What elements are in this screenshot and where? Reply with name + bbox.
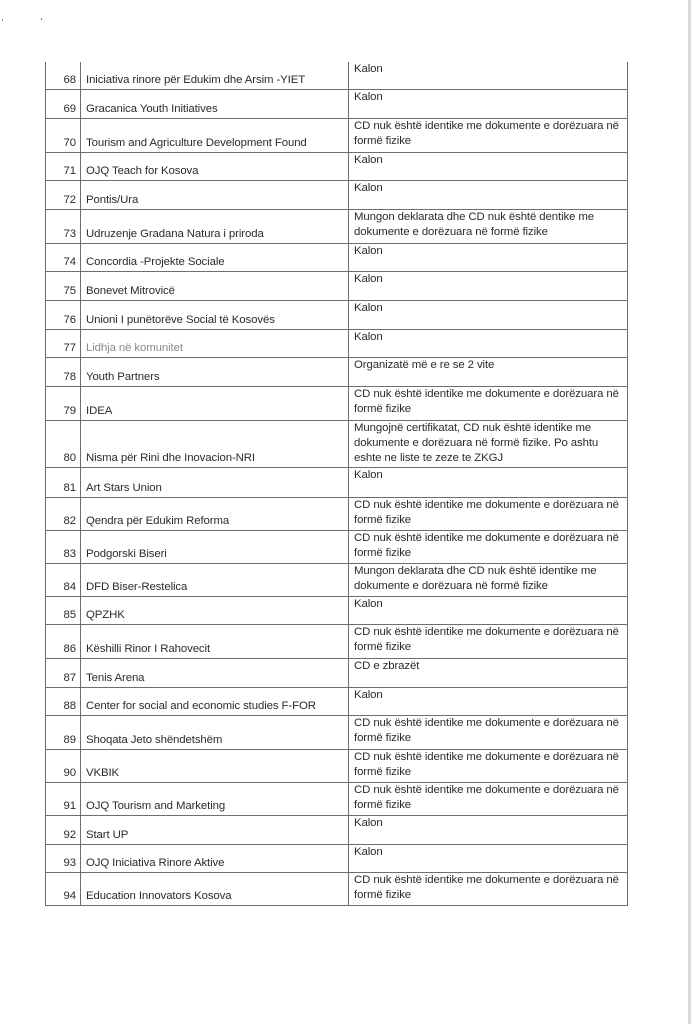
organization-name: Center for social and economic studies F-FOR [81, 687, 349, 715]
evaluation-status: Organizatë më e re se 2 vite [349, 357, 628, 386]
evaluation-status: Kalon [349, 243, 628, 271]
row-number: 85 [46, 596, 81, 624]
row-number: 76 [46, 300, 81, 329]
table-row [46, 271, 628, 300]
table-row [46, 357, 628, 386]
table-row [46, 118, 628, 152]
table-row [46, 62, 628, 89]
row-number: 79 [46, 386, 81, 420]
table-row [46, 658, 628, 687]
organization-name: DFD Biser-Restelica [81, 563, 349, 596]
organization-name: Youth Partners [81, 357, 349, 386]
organization-name: Bonevet Mitrovicë [81, 271, 349, 300]
table-row [46, 497, 628, 530]
organization-name: VKBIK [81, 749, 349, 782]
table-row [46, 715, 628, 749]
evaluation-status: Kalon [349, 300, 628, 329]
evaluation-status: CD nuk është identike me dokumente e dorëzuara në formë fizike [349, 118, 628, 152]
row-number: 89 [46, 715, 81, 749]
evaluation-status: Kalon [349, 271, 628, 300]
evaluation-status: CD nuk është identike me dokumente e dorëzuara në formë fizike [349, 872, 628, 905]
evaluation-status: CD nuk është identike me dokumente e dorëzuara në formë fizike [349, 782, 628, 815]
evaluation-status: CD nuk është identike me dokumente e dorëzuara në formë fizike [349, 624, 628, 658]
organization-name: OJQ Iniciativa Rinore Aktive [81, 844, 349, 872]
evaluation-status: Kalon [349, 467, 628, 497]
evaluation-status: Mungon deklarata dhe CD nuk është identike me dokumente e dorëzuara në formë fizike [349, 563, 628, 596]
row-number: 77 [46, 329, 81, 357]
row-number: 94 [46, 872, 81, 905]
organization-name: Gracanica Youth Initiatives [81, 89, 349, 118]
organization-name: QPZHK [81, 596, 349, 624]
table-row [46, 180, 628, 209]
evaluation-status: Kalon [349, 687, 628, 715]
row-number: 72 [46, 180, 81, 209]
row-number: 93 [46, 844, 81, 872]
row-number: 83 [46, 530, 81, 563]
row-number: 81 [46, 467, 81, 497]
row-number: 73 [46, 209, 81, 243]
table-row [46, 687, 628, 715]
row-number: 75 [46, 271, 81, 300]
evaluation-status: CD nuk është identike me dokumente e dorëzuara në formë fizike [349, 530, 628, 563]
row-number: 91 [46, 782, 81, 815]
organization-name: Nisma për Rini dhe Inovacion-NRI [81, 420, 349, 467]
evaluation-status: Kalon [349, 329, 628, 357]
table-row [46, 872, 628, 905]
table-row [46, 530, 628, 563]
table-row [46, 467, 628, 497]
table-row [46, 329, 628, 357]
organization-name: Pontis/Ura [81, 180, 349, 209]
organization-name: Qendra për Edukim Reforma [81, 497, 349, 530]
row-number: 80 [46, 420, 81, 467]
organizations-table-body [46, 62, 628, 905]
evaluation-status: Mungon deklarata dhe CD nuk është dentike me dokumente e dorëzuara në formë fizike [349, 209, 628, 243]
organization-name: Udruzenje Gradana Natura i priroda [81, 209, 349, 243]
organizations-table [45, 62, 628, 906]
organization-name: Art Stars Union [81, 467, 349, 497]
table-row [46, 624, 628, 658]
evaluation-status: CD e zbrazët [349, 658, 628, 687]
evaluation-status: Kalon [349, 815, 628, 844]
row-number: 82 [46, 497, 81, 530]
organization-name: Lidhja në komunitet [81, 329, 349, 357]
evaluation-status: CD nuk është identike me dokumente e dorëzuara në formë fizike [349, 749, 628, 782]
evaluation-status: Kalon [349, 62, 628, 89]
organization-name: OJQ Tourism and Marketing [81, 782, 349, 815]
table-row [46, 815, 628, 844]
organization-name: OJQ Teach for Kosova [81, 152, 349, 180]
row-number: 74 [46, 243, 81, 271]
table-row [46, 563, 628, 596]
evaluation-status: Mungojnë certifikatat, CD nuk është identike me dokumente e dorëzuara në formë fizike. Po ashtu eshte ne liste te zeze te ZKGJ [349, 420, 628, 467]
table-row [46, 152, 628, 180]
organization-name: Podgorski Biseri [81, 530, 349, 563]
table-row [46, 749, 628, 782]
row-number: 69 [46, 89, 81, 118]
evaluation-status: Kalon [349, 844, 628, 872]
table-row [46, 243, 628, 271]
table-row [46, 596, 628, 624]
organization-name: IDEA [81, 386, 349, 420]
row-number: 71 [46, 152, 81, 180]
evaluation-status: Kalon [349, 152, 628, 180]
row-number: 68 [46, 62, 81, 89]
evaluation-status: CD nuk është identike me dokumente e dorëzuara në formë fizike [349, 386, 628, 420]
table-row [46, 300, 628, 329]
organization-name: Unioni I punëtorëve Social të Kosovës [81, 300, 349, 329]
row-number: 87 [46, 658, 81, 687]
table-row [46, 782, 628, 815]
row-number: 70 [46, 118, 81, 152]
evaluation-status: Kalon [349, 596, 628, 624]
row-number: 88 [46, 687, 81, 715]
organization-name: Start UP [81, 815, 349, 844]
organization-name: Shoqata Jeto shëndetshëm [81, 715, 349, 749]
table-row [46, 844, 628, 872]
row-number: 84 [46, 563, 81, 596]
table-row [46, 89, 628, 118]
evaluation-status: CD nuk është identike me dokumente e dorëzuara në formë fizike [349, 715, 628, 749]
evaluation-status: CD nuk është identike me dokumente e dorëzuara në formë fizike [349, 497, 628, 530]
organization-name: Tenis Arena [81, 658, 349, 687]
scan-speck [41, 18, 42, 20]
evaluation-status: Kalon [349, 180, 628, 209]
row-number: 92 [46, 815, 81, 844]
row-number: 78 [46, 357, 81, 386]
organization-name: Iniciativa rinore për Edukim dhe Arsim -YIET [81, 62, 349, 89]
evaluation-status: Kalon [349, 89, 628, 118]
organization-name: Education Innovators Kosova [81, 872, 349, 905]
table-row [46, 386, 628, 420]
organization-name: Tourism and Agriculture Development Found [81, 118, 349, 152]
organization-name: Concordia -Projekte Sociale [81, 243, 349, 271]
row-number: 86 [46, 624, 81, 658]
organization-name: Këshilli Rinor I Rahovecit [81, 624, 349, 658]
row-number: 90 [46, 749, 81, 782]
scan-speck [2, 19, 3, 21]
table-row [46, 420, 628, 467]
table-row [46, 209, 628, 243]
